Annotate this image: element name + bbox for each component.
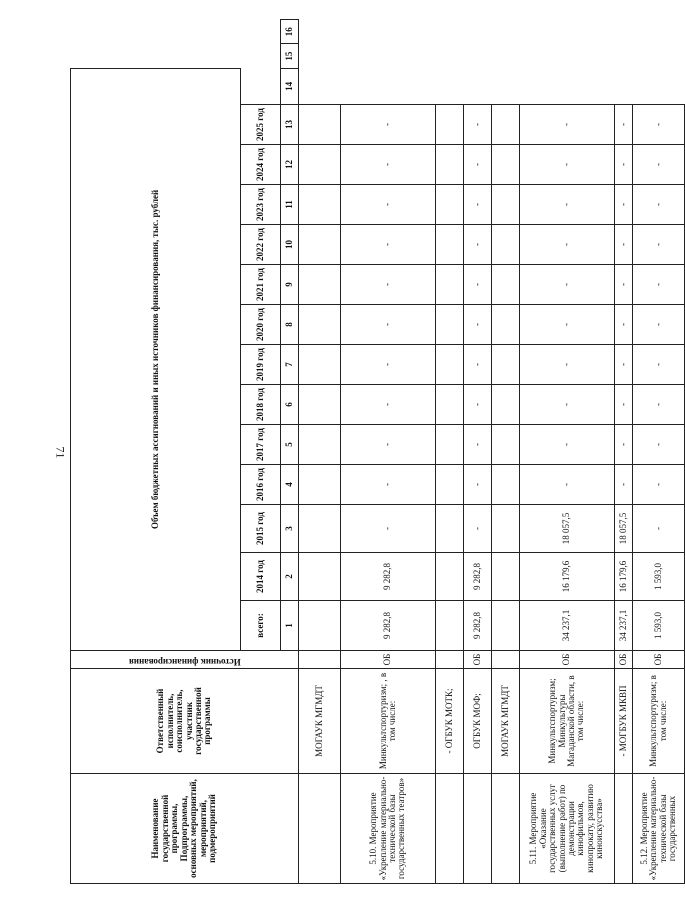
header-year: 2023 год [241, 185, 281, 225]
cell-year-value: - [341, 185, 436, 225]
column-number: 4 [281, 465, 299, 505]
cell-year-value [436, 505, 464, 553]
cell-year-value: - [520, 145, 615, 185]
header-year: 2014 год [241, 553, 281, 601]
header-year: 2018 год [241, 385, 281, 425]
column-number: 12 [281, 145, 299, 185]
cell-total [299, 601, 341, 651]
cell-year-value [492, 265, 520, 305]
column-number: 13 [281, 105, 299, 145]
cell-executor: Минкультспортуризм; в том числе: [633, 669, 685, 774]
cell-year-value: - [341, 465, 436, 505]
cell-year-value: - [520, 105, 615, 145]
cell-year-value: - [615, 265, 633, 305]
cell-executor: ОГБУК МОФ; [464, 669, 492, 774]
cell-year-value [492, 225, 520, 265]
cell-total: 9 282,8 [464, 601, 492, 651]
cell-year-value: - [520, 465, 615, 505]
cell-year-value: - [464, 345, 492, 385]
table-row [615, 20, 633, 884]
cell-year-value: - [633, 425, 685, 465]
cell-year-value: - [341, 265, 436, 305]
cell-executor: Минкультспортуризм; , в том числе: [341, 669, 436, 774]
cell-year-value: 1 593,0 [633, 553, 685, 601]
cell-year-value [436, 553, 464, 601]
column-number: 9 [281, 265, 299, 305]
cell-year-value: - [633, 305, 685, 345]
cell-year-value [492, 505, 520, 553]
cell-year-value [436, 465, 464, 505]
column-number: 10 [281, 225, 299, 265]
cell-activity [299, 774, 341, 884]
cell-year-value: - [464, 265, 492, 305]
cell-activity: 5.10. Мероприятие «Укрепление материально-технической базы государственных театров» [341, 774, 436, 884]
cell-year-value: 9 282,8 [341, 553, 436, 601]
cell-year-value: - [464, 305, 492, 345]
cell-year-value: - [633, 465, 685, 505]
cell-source: ОБ [615, 651, 633, 669]
cell-year-value [436, 265, 464, 305]
header-executor: Ответственный исполнитель, соисполнитель, участник государственной программы [71, 669, 299, 774]
column-number: 6 [281, 385, 299, 425]
cell-year-value [436, 185, 464, 225]
cell-year-value: - [615, 345, 633, 385]
table-row [341, 20, 436, 884]
cell-year-value [299, 105, 341, 145]
cell-total: 34 237,1 [615, 601, 633, 651]
cell-year-value: - [615, 185, 633, 225]
cell-activity [464, 774, 492, 884]
header-year: 2019 год [241, 345, 281, 385]
cell-total: 1 593,0 [633, 601, 685, 651]
column-number: 11 [281, 185, 299, 225]
cell-year-value: - [341, 305, 436, 345]
cell-year-value [492, 385, 520, 425]
cell-year-value [492, 345, 520, 385]
cell-year-value [299, 185, 341, 225]
cell-year-value [492, 185, 520, 225]
cell-year-value [436, 225, 464, 265]
page-number: 71 [53, 446, 68, 459]
cell-year-value [492, 305, 520, 345]
cell-year-value: - [341, 505, 436, 553]
cell-year-value: - [464, 185, 492, 225]
cell-year-value: - [464, 385, 492, 425]
cell-year-value: - [633, 145, 685, 185]
column-number: 15 [281, 44, 299, 68]
cell-year-value: - [520, 425, 615, 465]
table-row [299, 20, 341, 884]
cell-year-value: - [633, 105, 685, 145]
cell-year-value: - [633, 185, 685, 225]
cell-year-value [436, 305, 464, 345]
cell-year-value: - [615, 225, 633, 265]
cell-year-value [299, 425, 341, 465]
cell-year-value: - [341, 105, 436, 145]
cell-source [492, 651, 520, 669]
header-year: 2022 год [241, 225, 281, 265]
cell-year-value [436, 145, 464, 185]
cell-year-value: - [341, 225, 436, 265]
cell-year-value [299, 385, 341, 425]
header-year: 2016 год [241, 465, 281, 505]
cell-year-value [492, 425, 520, 465]
cell-year-value: - [464, 465, 492, 505]
header-funding-source-text: Источник финансирования [128, 657, 241, 667]
table-row [436, 20, 464, 884]
cell-activity [436, 774, 464, 884]
column-number: 3 [281, 505, 299, 553]
cell-year-value: 16 179,6 [615, 553, 633, 601]
cell-activity: 5.11. Мероприятие «Оказание государственных услуг (выполнение работ) по демонстрации кинофильмов, кинопрокату, развитию киноискусства» [520, 774, 615, 884]
cell-year-value [492, 553, 520, 601]
cell-year-value [492, 145, 520, 185]
table-row [520, 20, 615, 884]
cell-total: 9 282,8 [341, 601, 436, 651]
cell-activity [492, 774, 520, 884]
page-number-container [50, 0, 70, 905]
table-row [633, 20, 685, 884]
header-year: 2021 год [241, 265, 281, 305]
cell-year-value: - [520, 185, 615, 225]
header-total: всего: [241, 601, 281, 651]
cell-year-value: - [464, 505, 492, 553]
cell-source: ОБ [464, 651, 492, 669]
cell-year-value [299, 305, 341, 345]
header-funding-source [71, 651, 299, 669]
cell-activity [615, 774, 633, 884]
table-body [299, 20, 685, 884]
cell-source: ОБ [633, 651, 685, 669]
cell-year-value: - [615, 305, 633, 345]
cell-year-value: 16 179,6 [520, 553, 615, 601]
cell-source [299, 651, 341, 669]
column-number: 14 [281, 68, 299, 104]
cell-year-value: - [615, 425, 633, 465]
cell-year-value [299, 345, 341, 385]
cell-year-value [436, 345, 464, 385]
column-number: 7 [281, 345, 299, 385]
cell-year-value: - [520, 225, 615, 265]
cell-year-value [436, 385, 464, 425]
table-header [71, 20, 299, 884]
cell-year-value: 9 282,8 [464, 553, 492, 601]
cell-year-value: - [615, 145, 633, 185]
cell-source [436, 651, 464, 669]
cell-total [436, 601, 464, 651]
cell-year-value [299, 145, 341, 185]
cell-year-value [492, 465, 520, 505]
cell-year-value: - [520, 265, 615, 305]
header-year: 2015 год [241, 505, 281, 553]
cell-year-value: - [464, 145, 492, 185]
cell-activity: 5.12. Мероприятие «Укрепление материально-технической базы государственных [633, 774, 685, 884]
header-year: 2017 год [241, 425, 281, 465]
rotated-page [70, 19, 677, 881]
cell-year-value: - [633, 225, 685, 265]
cell-year-value [299, 225, 341, 265]
cell-executor: МОГАУК МГМДТ [299, 669, 341, 774]
cell-total: 34 237,1 [520, 601, 615, 651]
cell-year-value: - [520, 305, 615, 345]
cell-executor: - МОГБУК МКВП [615, 669, 633, 774]
header-funding-title: Объем бюджетных ассигнований и иных источников финансирования, тыс. рублей [71, 68, 241, 650]
cell-year-value: 18 057,5 [520, 505, 615, 553]
cell-executor: - ОГБУК МОТК; [436, 669, 464, 774]
rotated-content [70, 19, 677, 884]
cell-year-value [299, 265, 341, 305]
cell-year-value: 18 057,5 [615, 505, 633, 553]
cell-year-value [299, 465, 341, 505]
cell-year-value: - [520, 385, 615, 425]
cell-year-value [436, 425, 464, 465]
header-year: 2024 год [241, 145, 281, 185]
cell-year-value: - [341, 385, 436, 425]
cell-year-value [299, 505, 341, 553]
cell-year-value: - [464, 225, 492, 265]
column-number: 16 [281, 20, 299, 44]
cell-year-value [299, 553, 341, 601]
budget-table [70, 19, 685, 884]
cell-year-value: - [615, 465, 633, 505]
header-year: 2020 год [241, 305, 281, 345]
cell-year-value: - [464, 425, 492, 465]
cell-executor: МОГАУК МГМДТ [492, 669, 520, 774]
cell-source: ОБ [341, 651, 436, 669]
cell-year-value: - [633, 345, 685, 385]
cell-source: ОБ [520, 651, 615, 669]
cell-executor: Минкультспортуризм; Минкультуры Магаданской области, в том числе: [520, 669, 615, 774]
cell-year-value: - [341, 425, 436, 465]
cell-year-value: - [341, 345, 436, 385]
cell-year-value [436, 105, 464, 145]
cell-year-value: - [520, 345, 615, 385]
table-row [464, 20, 492, 884]
column-number: 5 [281, 425, 299, 465]
cell-year-value: - [633, 505, 685, 553]
header-program-name: Наименование государственной программы, Подпрограммы, основных мероприятий, мероприятий, подмероприятий [71, 774, 299, 884]
cell-year-value [492, 105, 520, 145]
cell-year-value: - [615, 105, 633, 145]
cell-total [492, 601, 520, 651]
cell-year-value: - [633, 385, 685, 425]
cell-year-value: - [341, 145, 436, 185]
cell-year-value: - [633, 265, 685, 305]
column-number: 2 [281, 553, 299, 601]
cell-year-value: - [464, 105, 492, 145]
cell-year-value: - [615, 385, 633, 425]
header-year: 2025 год [241, 105, 281, 145]
column-number: 1 [281, 601, 299, 651]
table-row [492, 20, 520, 884]
column-number: 8 [281, 305, 299, 345]
